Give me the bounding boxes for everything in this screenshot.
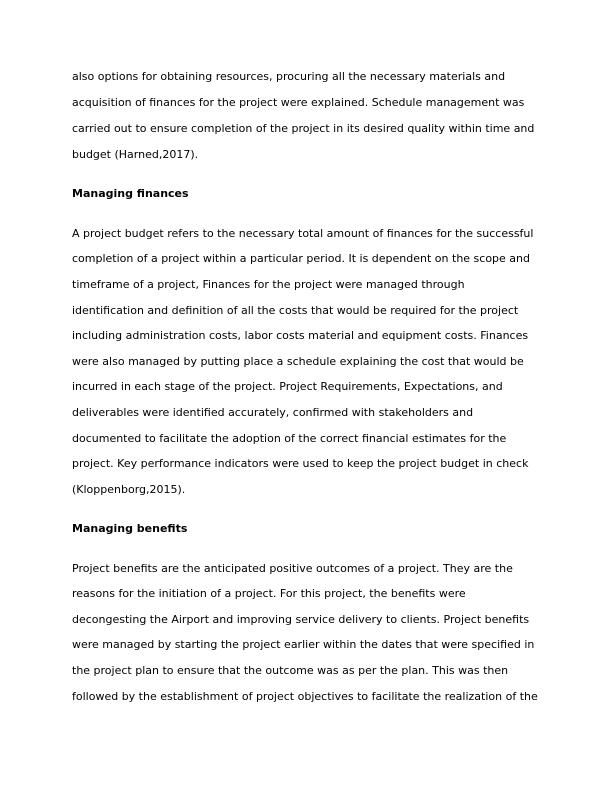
paragraph-line: A project budget refers to the necessary total amount of finances for the successful xyxy=(72,227,534,240)
paragraph-line: including administration costs, labor costs material and equipment costs. Finances xyxy=(72,329,529,342)
paragraph-line: (Kloppenborg,2015). xyxy=(72,483,186,496)
paragraph-line: budget (Harned,2017). xyxy=(72,148,199,161)
paragraph-line: project. Key performance indicators were used to keep the project budget in check xyxy=(72,457,529,470)
paragraph-line: completion of a project within a particular period. It is dependent on the scope and xyxy=(72,252,530,265)
paragraph-line: carried out to ensure completion of the project in its desired quality within time and xyxy=(72,122,535,135)
paragraph-line: acquisition of finances for the project were explained. Schedule management was xyxy=(72,96,525,109)
paragraph-line: also options for obtaining resources, procuring all the necessary materials and xyxy=(72,70,506,83)
paragraph-line: decongesting the Airport and improving service delivery to clients. Project benefits xyxy=(72,613,530,626)
paragraph-line: were also managed by putting place a schedule explaining the cost that would be xyxy=(72,355,524,368)
paragraph-line: were managed by starting the project earlier within the dates that were specified in xyxy=(72,638,535,651)
paragraph-line: the project plan to ensure that the outcome was as per the plan. This was then xyxy=(72,664,509,677)
paragraph-line: reasons for the initiation of a project. For this project, the benefits were xyxy=(72,587,466,600)
paragraph-line: documented to facilitate the adoption of the correct financial estimates for the xyxy=(72,432,507,445)
paragraph-line: incurred in each stage of the project. Project Requirements, Expectations, and xyxy=(72,380,503,393)
paragraph-line: timeframe of a project, Finances for the project were managed through xyxy=(72,278,465,291)
section-heading-benefits: Managing benefits xyxy=(72,522,188,535)
paragraph-line: identification and definition of all the costs that would be required for the project xyxy=(72,304,519,317)
section-heading-finances: Managing finances xyxy=(72,187,189,200)
paragraph-line: followed by the establishment of project objectives to facilitate the realization of the xyxy=(72,690,538,703)
paragraph-line: deliverables were identified accurately, confirmed with stakeholders and xyxy=(72,406,474,419)
paragraph-line: Project benefits are the anticipated positive outcomes of a project. They are the xyxy=(72,562,513,575)
